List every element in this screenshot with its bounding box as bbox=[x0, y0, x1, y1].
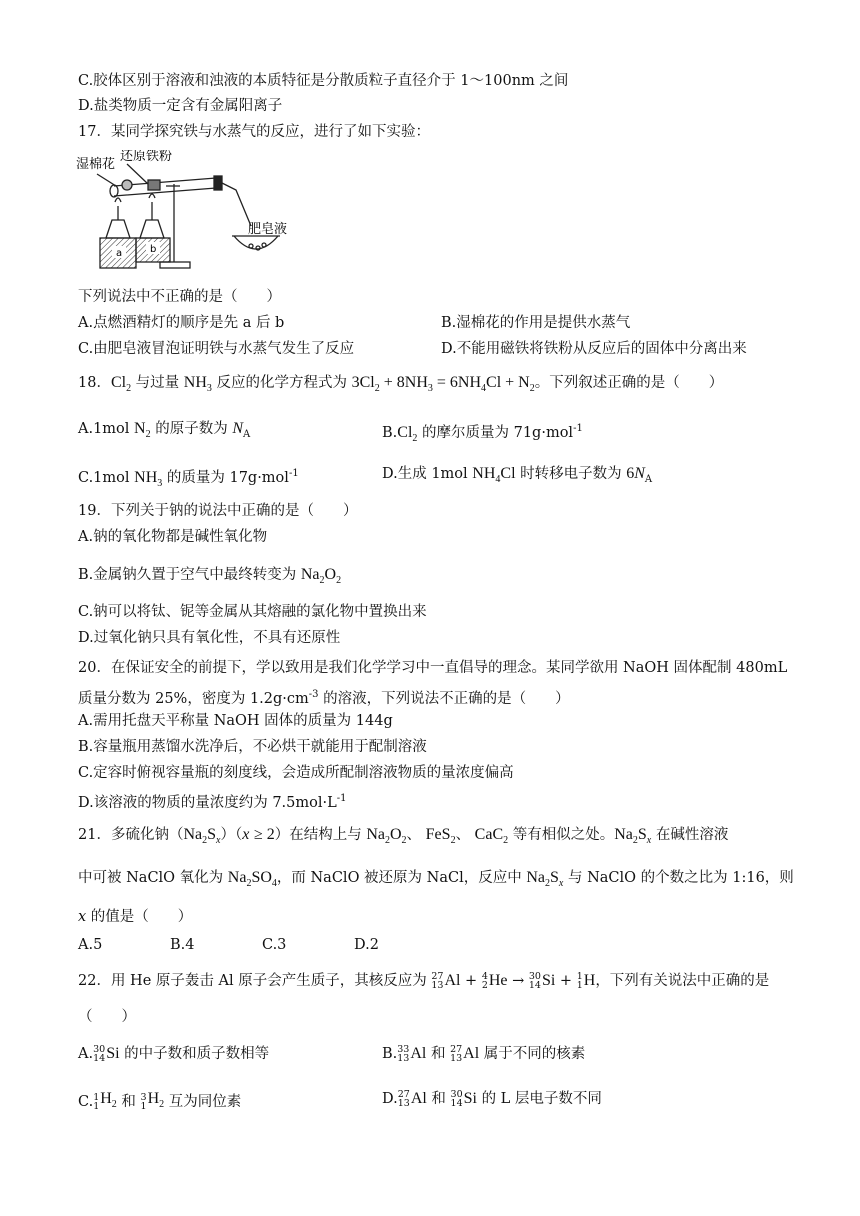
q20-stem-2: 质量分数为 25%，密度为 $1.2g\cdot cm^{-3}$ 的溶液，下列说法不正确的是（ ） bbox=[78, 689, 570, 707]
q22-option-d: D. 27 13 Al 和 30 14 Si 的 L 层电子数不同 bbox=[382, 1089, 602, 1109]
q19-option-b: B.金属钠久置于空气中最终转变为 $Na_2O_2$ bbox=[78, 566, 342, 587]
q22-stem-2: （ ） bbox=[78, 1009, 136, 1025]
q18-option-a: A.1mol $N_2$ 的原子数为 $N_A$ bbox=[78, 420, 251, 441]
q17-stem: 17．某同学探究铁与水蒸气的反应，进行了如下实验： bbox=[78, 124, 430, 140]
q17-option-c: C.由肥皂液冒泡证明铁与水蒸气发生了反应 bbox=[78, 341, 355, 357]
q17-option-a: A.点燃酒精灯的顺序是先 a 后 b bbox=[78, 315, 285, 331]
label-a: a bbox=[116, 248, 123, 259]
q21-stem-1: 21．多硫化钠$(Na_2S_x)(x \ge 2)$在结构上与 $Na_2O_2$、 FeS$_2$、 CaC$_2$ 等有相似之处。$Na_2S_x$ 在碱性溶液 bbox=[78, 826, 729, 847]
apparatus-drawing bbox=[76, 150, 306, 275]
q22-option-c: C. 1 1 $H_2$ 和 3 1 $H_2$ 互为同位素 bbox=[78, 1090, 242, 1113]
q21-stem-3: x 的值是（ ） bbox=[78, 909, 193, 925]
q18-option-c: C.1mol $NH_3$ 的质量为 17g·mol$^{-1}$ bbox=[78, 468, 299, 490]
q21-option-a: A.5 bbox=[78, 937, 103, 953]
label-iron-powder: 还原铁粉 bbox=[120, 150, 173, 164]
label-soap: 肥皂液 bbox=[248, 222, 288, 237]
q17-prompt: 下列说法中不正确的是（ ） bbox=[78, 289, 281, 305]
label-b: b bbox=[150, 244, 157, 255]
q21-option-d: D.2 bbox=[354, 937, 379, 953]
q22-stem-1: 22．用 He 原子轰击 Al 原子会产生质子，其核反应为 27 13 Al + 4 2 He → 30 14 Si + 1 1 H ，下列有关说法中正确的是 bbox=[78, 971, 770, 991]
q21-option-c: C.3 bbox=[262, 937, 287, 953]
q20-option-c: C.定容时俯视容量瓶的刻度线，会造成所配制溶液物质的量浓度偏高 bbox=[78, 765, 514, 781]
q18-option-b: $B.Cl_2$ 的摩尔质量为 71g·mol$^{-1}$ bbox=[382, 423, 583, 445]
q16-option-c: C.胶体区别于溶液和浊液的本质特征是分散质粒子直径介于 1～100nm 之间 bbox=[78, 73, 569, 89]
iron-steam-apparatus-figure bbox=[76, 150, 306, 275]
q21-options bbox=[78, 934, 379, 956]
q19-stem: 19．下列关于钠的说法中正确的是（ ） bbox=[78, 503, 358, 519]
q17-option-b: B.湿棉花的作用是提供水蒸气 bbox=[441, 315, 631, 331]
q22-option-a: A. 30 14 Si 的中子数和质子数相等 bbox=[78, 1044, 270, 1064]
q21-stem-2: 中可被 NaClO 氧化为 $Na_2SO_4$，而 NaClO 被还原为 NaCl，反应中 $Na_2S_x$ 与 NaClO 的个数之比为 1:16，则 bbox=[78, 869, 794, 890]
q20-option-d: D.该溶液的物质的量浓度约为 $7.5mol\cdot L^{-1}$ bbox=[78, 793, 347, 811]
q17-option-d: D.不能用磁铁将铁粉从反应后的固体中分离出来 bbox=[441, 341, 747, 357]
q22-option-b: B. 33 13 Al 和 27 13 Al 属于不同的核素 bbox=[382, 1044, 586, 1064]
q19-option-d: D.过氧化钠只具有氧化性，不具有还原性 bbox=[78, 630, 341, 646]
q19-option-c: C.钠可以将钛、铌等金属从其熔融的氯化物中置换出来 bbox=[78, 604, 427, 620]
q20-option-a: A.需用托盘天平称量 NaOH 固体的质量为 144g bbox=[78, 713, 393, 729]
q18-stem: 18．$Cl_2$ 与过量 $NH_3$ 反应的化学方程式为 $3Cl_2 + 8NH_3 = 6NH_4Cl + N_2$。下列叙述正确的是（ ） bbox=[78, 374, 724, 395]
label-wet-cotton: 湿棉花 bbox=[76, 157, 116, 172]
q16-option-d: D.盐类物质一定含有金属阳离子 bbox=[78, 98, 283, 114]
q20-stem-1: 20．在保证安全的前提下，学以致用是我们化学学习中一直倡导的理念。某同学欲用 NaOH 固体配制 480mL bbox=[78, 660, 788, 676]
q18-option-d: D.生成 1mol $NH_4Cl$ 时转移电子数为 $6N_A$ bbox=[382, 465, 653, 486]
q19-option-a: A.钠的氧化物都是碱性氧化物 bbox=[78, 529, 268, 545]
q20-option-b: B.容量瓶用蒸馏水洗净后，不必烘干就能用于配制溶液 bbox=[78, 739, 427, 755]
q21-option-b: B.4 bbox=[170, 937, 195, 953]
